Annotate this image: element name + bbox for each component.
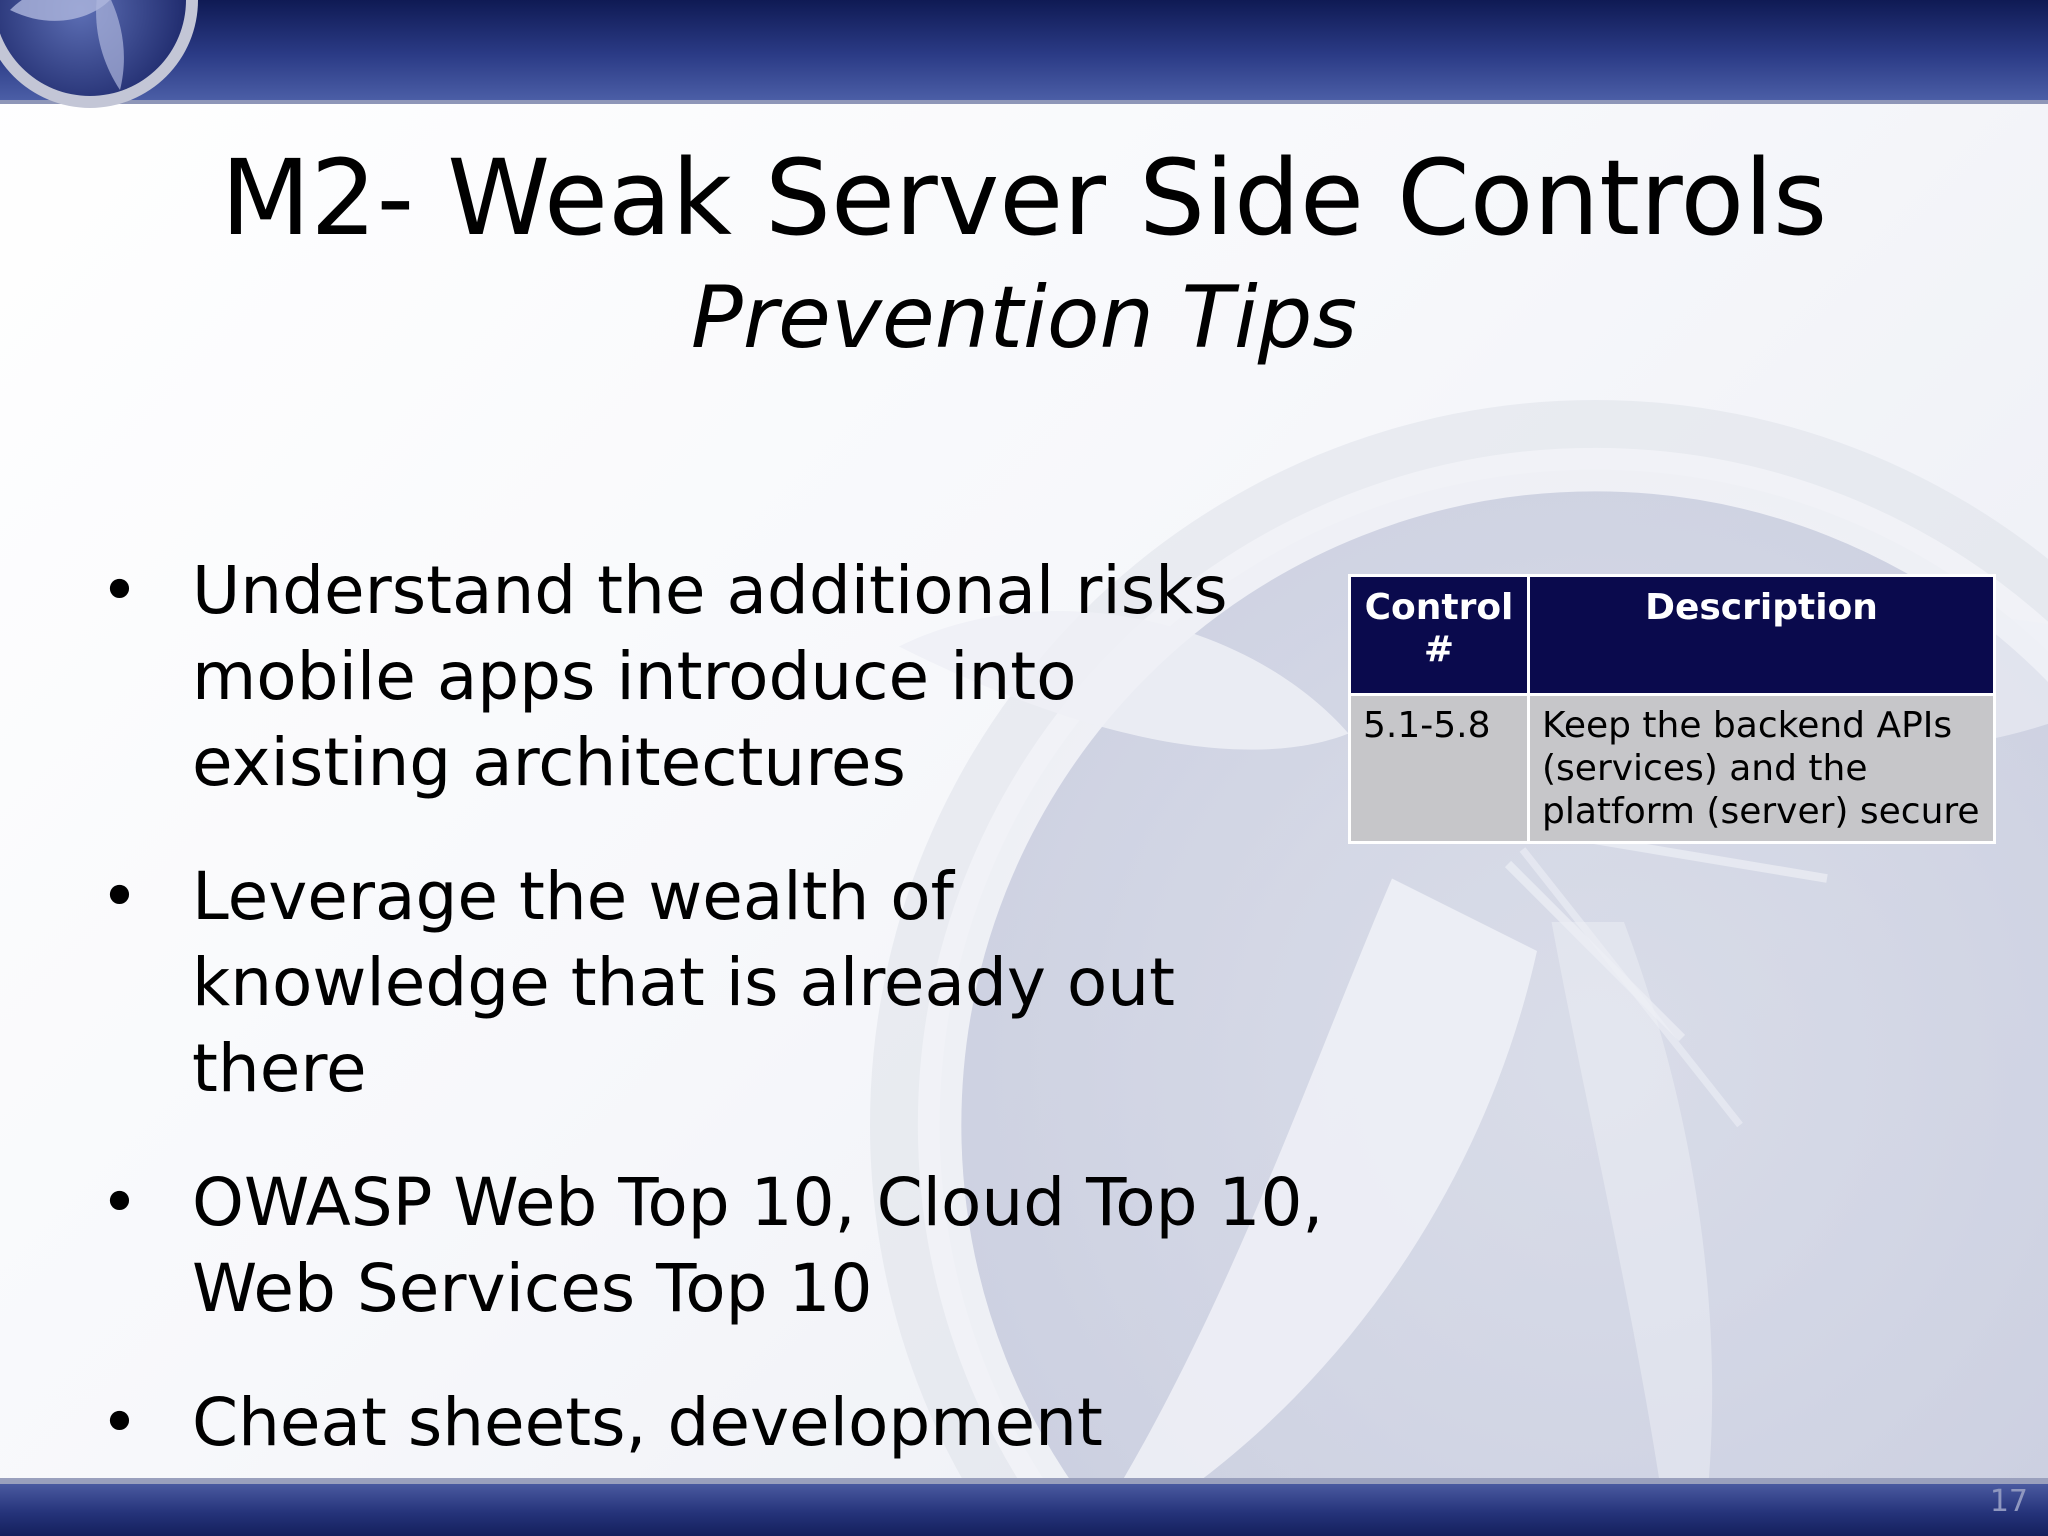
table-header-row: [1350, 576, 1995, 695]
bullet-item: [100, 1160, 1330, 1332]
slide-subtitle: Prevention Tips: [690, 268, 1358, 368]
bullet-dot-icon: •: [100, 552, 139, 629]
bullet-dot-icon: •: [100, 1384, 139, 1461]
table-cell-description: Keep the backend APIs (services) and the platform (server) secure: [1529, 695, 1995, 843]
bullet-item: [100, 854, 1330, 1112]
bullet-item: [100, 548, 1330, 806]
header-bar: [0, 0, 2048, 104]
bullet-dot-icon: •: [100, 858, 139, 935]
controls-table: [1348, 574, 1996, 844]
table-header-description: Description: [1529, 576, 1995, 695]
table-row: [1350, 695, 1995, 843]
page-number: 17: [1989, 1484, 2028, 1519]
owasp-wasp-logo-icon: [0, 0, 220, 110]
bullet-text: OWASP Web Top 10, Cloud Top 10, Web Services Top 10: [192, 1164, 1324, 1327]
bullet-text: Understand the additional risks mobile apps introduce into existing architectures: [192, 552, 1228, 801]
table-cell-control: 5.1-5.8: [1350, 695, 1529, 843]
footer-bar: [0, 1478, 2048, 1536]
table-header-control: Control #: [1350, 576, 1529, 695]
bullet-dot-icon: •: [100, 1164, 139, 1241]
bullet-list: [100, 548, 1330, 1536]
slide-title: M2- Weak Server Side Controls: [220, 137, 1828, 259]
bullet-text: Leverage the wealth of knowledge that is already out there: [192, 858, 1175, 1107]
bullet-text: Cheat sheets, development: [192, 1384, 1103, 1461]
